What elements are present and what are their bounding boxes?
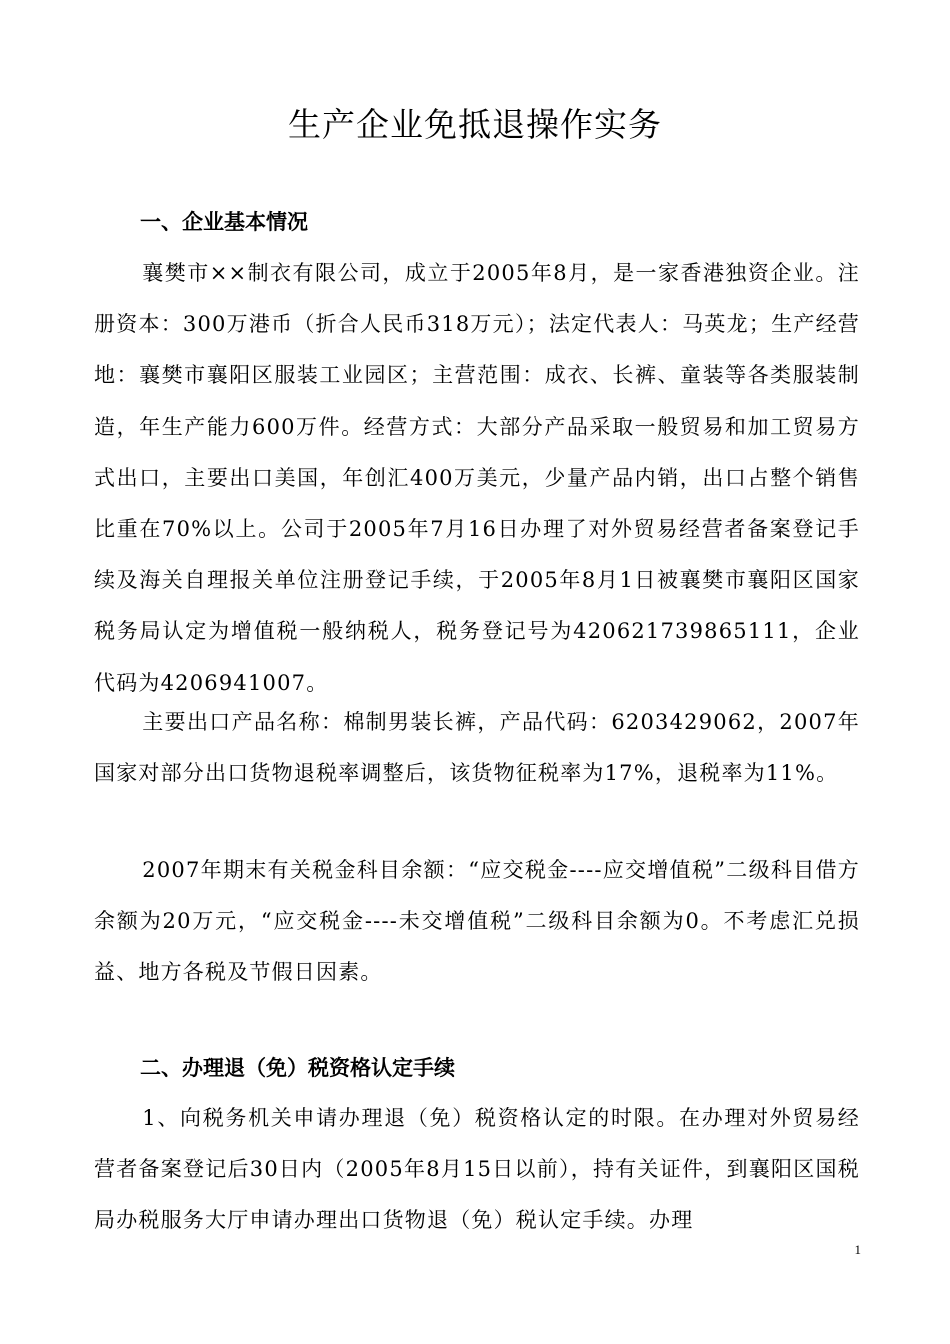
section-heading-basic-info: 一、企业基本情况 (140, 210, 308, 234)
section-heading-qualification: 二、办理退（免）税资格认定手续 (140, 1056, 455, 1080)
paragraph-application-deadline: 1、向税务机关申请办理退（免）税资格认定的时限。在办理对外贸易经营者备案登记后30日内（2005年8月15日以前），持有关证件，到襄阳区国税局办税服务大厅申请办理出口货物退（免）税认定手续。办理 (94, 1106, 860, 1233)
document-title: 生产企业免抵退操作实务 (288, 105, 662, 144)
paragraph-tax-balance: 2007年期末有关税金科目余额：“应交税金----应交增值税”二级科目借方余额为20万元，“应交税金----未交增值税”二级科目余额为0。不考虑汇兑损益、地方各税及节假日因素。 (94, 858, 860, 985)
page-number: 1 (854, 1242, 861, 1257)
paragraph-export-product: 主要出口产品名称：棉制男装长裤，产品代码：6203429062，2007年国家对部分出口货物退税率调整后，该货物征税率为17%，退税率为11%。 (94, 710, 860, 786)
paragraph-company-info: 襄樊市××制衣有限公司，成立于2005年8月，是一家香港独资企业。注册资本：300万港币（折合人民币318万元）；法定代表人：马英龙；生产经营地：襄樊市襄阳区服装工业园区；主营范围：成衣、长裤、童装等各类服装制造，年生产能力600万件。经营方式：大部分产品采取一般贸易和加工贸易方式出口，主要出口美国，年创汇400万美元，少量产品内销，出口占整个销售比重在70%以上。公司于2005年7月16日办理了对外贸易经营者备案登记手续及海关自理报关单位注册登记手续，于2005年8月1日被襄樊市襄阳区国家税务局认定为增值税一般纳税人，税务登记号为420621739865111，企业代码为4206941007。 (94, 261, 860, 695)
